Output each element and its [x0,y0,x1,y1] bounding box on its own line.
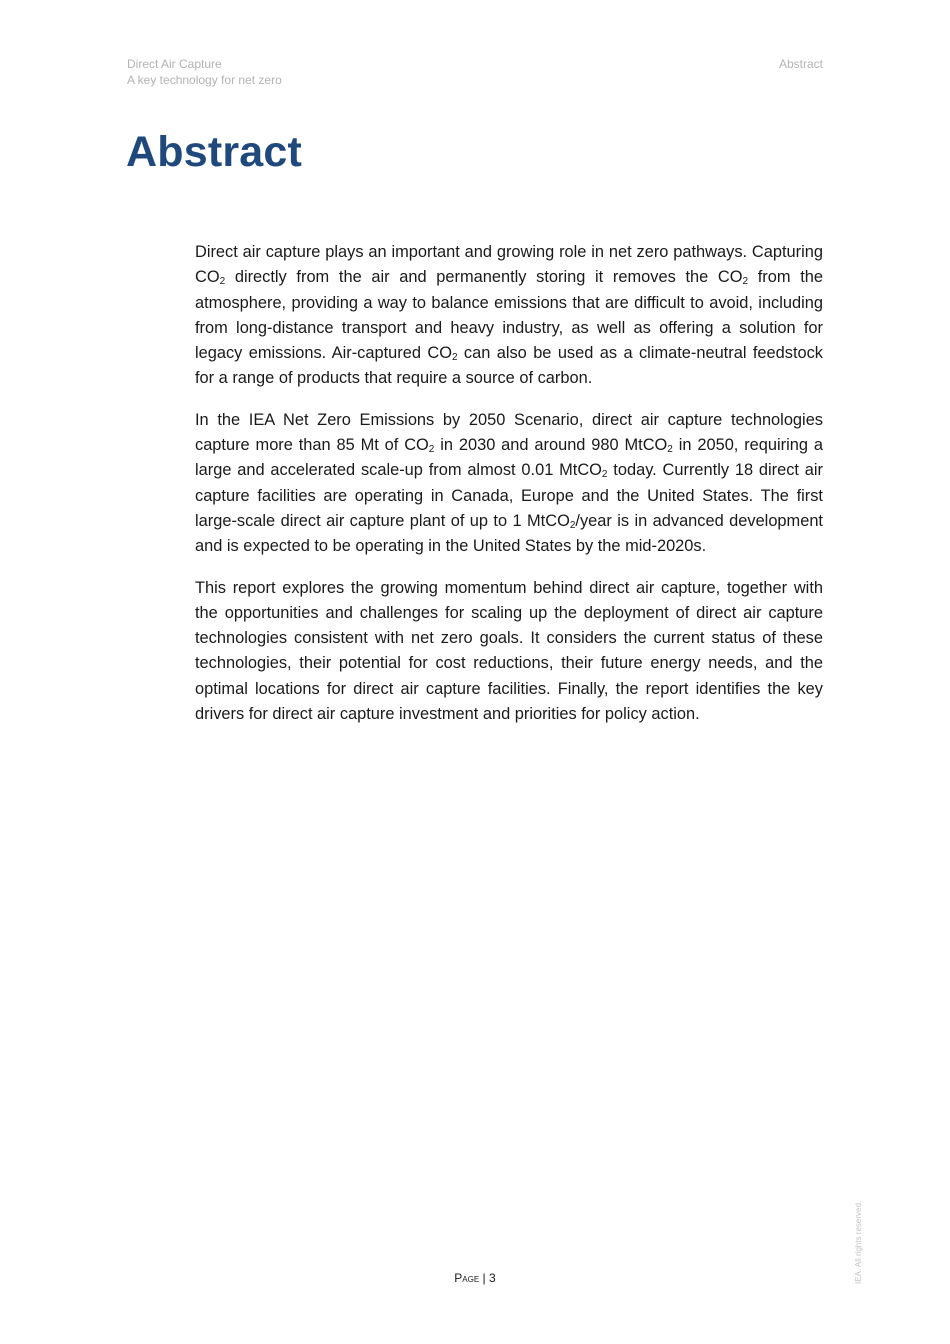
page-separator: | [479,1271,489,1285]
abstract-body [195,240,823,743]
paragraph-3: This report explores the growing momentum behind direct air capture, together with the opportunities and challenges for scaling up the deployment of direct air capture technologies consistent with net zero goals. It considers the current status of these technologies, their potential for cost reductions, their future energy needs, and the optimal locations for direct air capture facilities. Finally, the report identifies the key drivers for direct air capture investment and priorities for policy action. [195,578,823,724]
page-footer [0,1270,950,1286]
page-title: Abstract [126,128,303,176]
page-label: Page [454,1271,480,1285]
running-header [127,56,282,88]
report-subtitle: A key technology for net zero [127,73,282,87]
rights-notice: IEA. All rights reserved. [854,1200,863,1284]
section-header: Abstract [778,57,823,71]
page-number: 3 [489,1271,496,1285]
report-title: Direct Air Capture [127,57,222,71]
paragraph-1: Direct air capture plays an important and growing role in net zero pathways. Capturing $CO_2$ directly from the air and permanently storing it removes the $CO_2$ from the atmosphere, providing a way to balance emissions that are difficult to avoid, including from long-distance transport and heavy industry, as well as offering a solution for legacy emissions. Air-captured $CO_2$ can also be used as a climate-neutral feedstock for a range of products that require a source of carbon. [195,243,824,388]
paragraph-2: In the IEA Net Zero Emissions by 2050 Scenario, direct air capture technologies capture more than 85 Mt of $CO_2$ in 2030 and around 980 MtCO$_2$ in 2050, requiring a large and accelerated scale-up from almost 0.01 MtCO$_2$ today. Currently 18 direct air capture facilities are operating in Canada, Europe and the United States. The first large-scale direct air capture plant of up to 1 MtCO$_2$/year is in advanced development and is expected to be operating in the United States by the mid-2020s. [195,410,823,556]
